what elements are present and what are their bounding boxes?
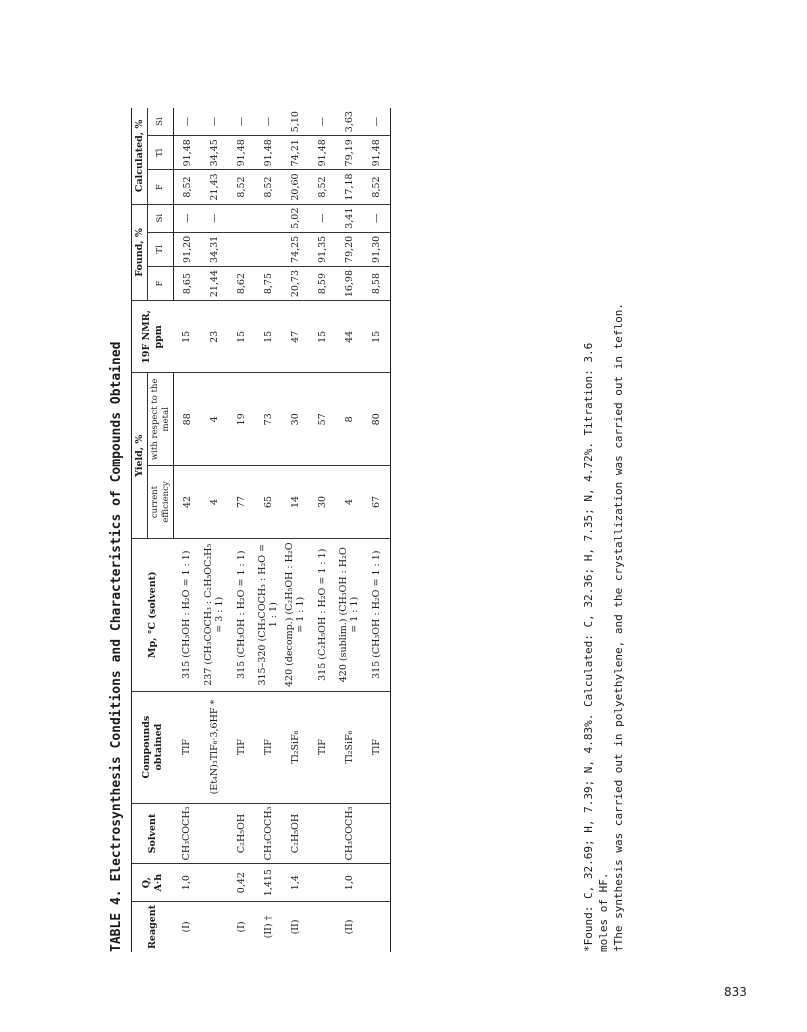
cell-mp: 315–320 (CH₃COCH₃ : H₂O = 1 : 1) — [255, 538, 282, 691]
footnote-found: *Found: C, 32.69; H, 7.39; N, 4.83%. Calculated: C, 32.36; H, 7.35; N, 4.72%. Titration: 3.6 — [582, 342, 595, 952]
cell-found-si: 3,41 — [336, 204, 363, 232]
cell-calc-si: — — [255, 108, 282, 136]
cell-current: 77 — [228, 466, 255, 539]
cell-calc-tl: 91,48 — [363, 136, 391, 170]
cell-q: 0,42 — [228, 864, 255, 902]
cell-mp: 420 (decomp.) (C₂H₅OH : H₂O = 1 : 1) — [282, 538, 309, 691]
cell-metal: 8 — [336, 373, 363, 466]
cell-compound: TlF — [309, 691, 336, 803]
cell-found-si — [228, 204, 255, 232]
table-row — [282, 108, 309, 952]
cell-nmr: 23 — [201, 301, 228, 373]
cell-found-tl: 91,35 — [309, 232, 336, 266]
cell-calc-tl: 74,21 — [282, 136, 309, 170]
cell-mp: 315 (CH₃OH : H₂O = 1 : 1) — [173, 538, 201, 691]
cell-q — [201, 864, 228, 902]
electrosynthesis-table — [131, 108, 391, 952]
cell-compound: TlF — [228, 691, 255, 803]
page-number: 833 — [724, 985, 747, 999]
header-compounds: Compounds obtained — [132, 691, 174, 803]
cell-q: 1,0 — [173, 864, 201, 902]
cell-found-f: 8,59 — [309, 266, 336, 300]
cell-calc-tl: 91,48 — [255, 136, 282, 170]
cell-calc-si: — — [173, 108, 201, 136]
cell-calc-si: 3,63 — [336, 108, 363, 136]
cell-reagent — [201, 901, 228, 952]
table-row — [309, 108, 336, 952]
cell-solvent: C₂H₅OH — [228, 803, 255, 864]
cell-calc-si: — — [228, 108, 255, 136]
cell-found-tl: 79,20 — [336, 232, 363, 266]
cell-nmr: 15 — [173, 301, 201, 373]
cell-found-f: 8,62 — [228, 266, 255, 300]
rotated-page-content — [103, 100, 703, 960]
cell-mp: 237 (CH₃COCH₃ : C₂H₅OC₂H₅ = 3 : 1) — [201, 538, 228, 691]
header-solvent: Solvent — [132, 803, 174, 864]
cell-found-f: 8,65 — [173, 266, 201, 300]
table-row — [336, 108, 363, 952]
cell-found-f: 21,44 — [201, 266, 228, 300]
header-calc-si: Si — [148, 108, 173, 136]
cell-reagent — [309, 901, 336, 952]
cell-compound: (Et₄N)₃TlF₆·3,6HF * — [201, 691, 228, 803]
cell-found-tl: 34,31 — [201, 232, 228, 266]
cell-calc-tl: 91,48 — [228, 136, 255, 170]
cell-solvent — [363, 803, 391, 864]
cell-solvent: C₂H₅OH — [282, 803, 309, 864]
cell-found-tl — [255, 232, 282, 266]
header-reagent: Reagent — [132, 901, 174, 952]
footnotes — [581, 108, 626, 952]
table-row — [201, 108, 228, 952]
cell-calc-si: — — [309, 108, 336, 136]
cell-current: 42 — [173, 466, 201, 539]
cell-found-f: 20,73 — [282, 266, 309, 300]
header-calculated: Calculated, % — [132, 108, 148, 204]
header-current-efficiency: current efficiency — [148, 466, 173, 539]
cell-nmr: 47 — [282, 301, 309, 373]
cell-metal: 57 — [309, 373, 336, 466]
cell-q: 1,0 — [336, 864, 363, 902]
cell-calc-tl: 34,45 — [201, 136, 228, 170]
cell-compound: TlF — [363, 691, 391, 803]
cell-found-si — [255, 204, 282, 232]
cell-nmr: 15 — [228, 301, 255, 373]
cell-reagent: (II) † — [262, 915, 274, 939]
cell-mp: 315 (C₂H₅OH : H₂O = 1 : 1) — [309, 538, 336, 691]
table-row — [363, 108, 391, 952]
cell-calc-si: — — [201, 108, 228, 136]
cell-mp: 315 (CH₃OH : H₂O = 1 : 1) — [228, 538, 255, 691]
cell-found-si: — — [309, 204, 336, 232]
cell-reagent: (II) — [289, 919, 301, 935]
cell-current: 4 — [336, 466, 363, 539]
cell-found-si: — — [201, 204, 228, 232]
cell-nmr: 44 — [336, 301, 363, 373]
cell-calc-f: 20,60 — [282, 170, 309, 204]
cell-q: 1,415 — [255, 864, 282, 902]
cell-found-si: — — [363, 204, 391, 232]
cell-calc-f: 8,52 — [228, 170, 255, 204]
cell-current: 30 — [309, 466, 336, 539]
header-q: Q, A·h — [132, 864, 174, 902]
cell-reagent — [363, 901, 391, 952]
cell-current: 67 — [363, 466, 391, 539]
footnote-found-continued: moles of HF. — [597, 872, 610, 952]
cell-solvent: CH₃COCH₃ — [173, 803, 201, 864]
cell-current: 65 — [255, 466, 282, 539]
header-nmr: 19F NMR, ppm — [132, 301, 174, 373]
cell-solvent: CH₃COCH₃ — [336, 803, 363, 864]
cell-metal: 19 — [228, 373, 255, 466]
footnote-dagger: †The synthesis was carried out in polyethylene, and the crystallization was carried out in teflon. — [612, 302, 625, 952]
header-found: Found, % — [132, 204, 148, 301]
cell-nmr: 15 — [363, 301, 391, 373]
cell-compound: Tl₂SiF₆ — [282, 691, 309, 803]
header-found-f: F — [148, 266, 173, 300]
cell-found-f: 8,58 — [363, 266, 391, 300]
cell-calc-f: 8,52 — [255, 170, 282, 204]
cell-found-tl — [228, 232, 255, 266]
cell-metal: 30 — [282, 373, 309, 466]
cell-found-tl: 74,25 — [282, 232, 309, 266]
cell-solvent — [309, 803, 336, 864]
cell-current: 14 — [282, 466, 309, 539]
header-found-si: Si — [148, 204, 173, 232]
cell-nmr: 15 — [255, 301, 282, 373]
cell-q: 1,4 — [282, 864, 309, 902]
cell-calc-si: 5,10 — [282, 108, 309, 136]
cell-compound: TlF — [173, 691, 201, 803]
cell-nmr: 15 — [309, 301, 336, 373]
header-calc-f: F — [148, 170, 173, 204]
cell-q — [309, 864, 336, 902]
cell-found-si: 5,02 — [282, 204, 309, 232]
cell-found-tl: 91,20 — [173, 232, 201, 266]
table-row — [228, 108, 255, 952]
cell-metal: 4 — [201, 373, 228, 466]
cell-solvent: CH₃COCH₃ — [255, 803, 282, 864]
cell-reagent: (II) — [343, 919, 355, 935]
cell-found-tl: 91,30 — [363, 232, 391, 266]
header-mp: Mp, °C (solvent) — [132, 538, 174, 691]
cell-found-si: — — [173, 204, 201, 232]
cell-compound: Tl₂SiF₆ — [336, 691, 363, 803]
header-calc-tl: Tl — [148, 136, 173, 170]
cell-current: 4 — [201, 466, 228, 539]
cell-calc-tl: 91,48 — [173, 136, 201, 170]
cell-metal: 88 — [173, 373, 201, 466]
table-row — [255, 108, 282, 952]
cell-mp: 420 (sublim.) (CH₃OH : H₂O = 1 : 1) — [336, 538, 363, 691]
cell-calc-f: 8,52 — [363, 170, 391, 204]
header-yield: Yield, % — [132, 373, 148, 538]
header-yield-metal: with respect to the metal — [148, 373, 173, 466]
cell-compound: TlF — [255, 691, 282, 803]
cell-reagent: (I) — [235, 921, 247, 933]
cell-q — [363, 864, 391, 902]
cell-calc-f: 21,43 — [201, 170, 228, 204]
header-found-tl: Tl — [148, 232, 173, 266]
cell-mp: 315 (CH₃OH : H₂O = 1 : 1) — [363, 538, 391, 691]
cell-calc-f: 8,52 — [309, 170, 336, 204]
cell-found-f: 8,75 — [255, 266, 282, 300]
cell-calc-f: 17,18 — [336, 170, 363, 204]
cell-calc-f: 8,52 — [173, 170, 201, 204]
cell-calc-tl: 91,48 — [309, 136, 336, 170]
cell-reagent: (I) — [181, 921, 193, 933]
cell-metal: 80 — [363, 373, 391, 466]
cell-metal: 73 — [255, 373, 282, 466]
table-row — [173, 108, 201, 952]
cell-found-f: 16,98 — [336, 266, 363, 300]
table-body — [173, 108, 390, 952]
cell-solvent — [201, 803, 228, 864]
table-title: TABLE 4. Electrosynthesis Conditions and Characteristics of Compounds Obtained — [109, 341, 124, 952]
cell-calc-tl: 79,19 — [336, 136, 363, 170]
cell-calc-si: — — [363, 108, 391, 136]
